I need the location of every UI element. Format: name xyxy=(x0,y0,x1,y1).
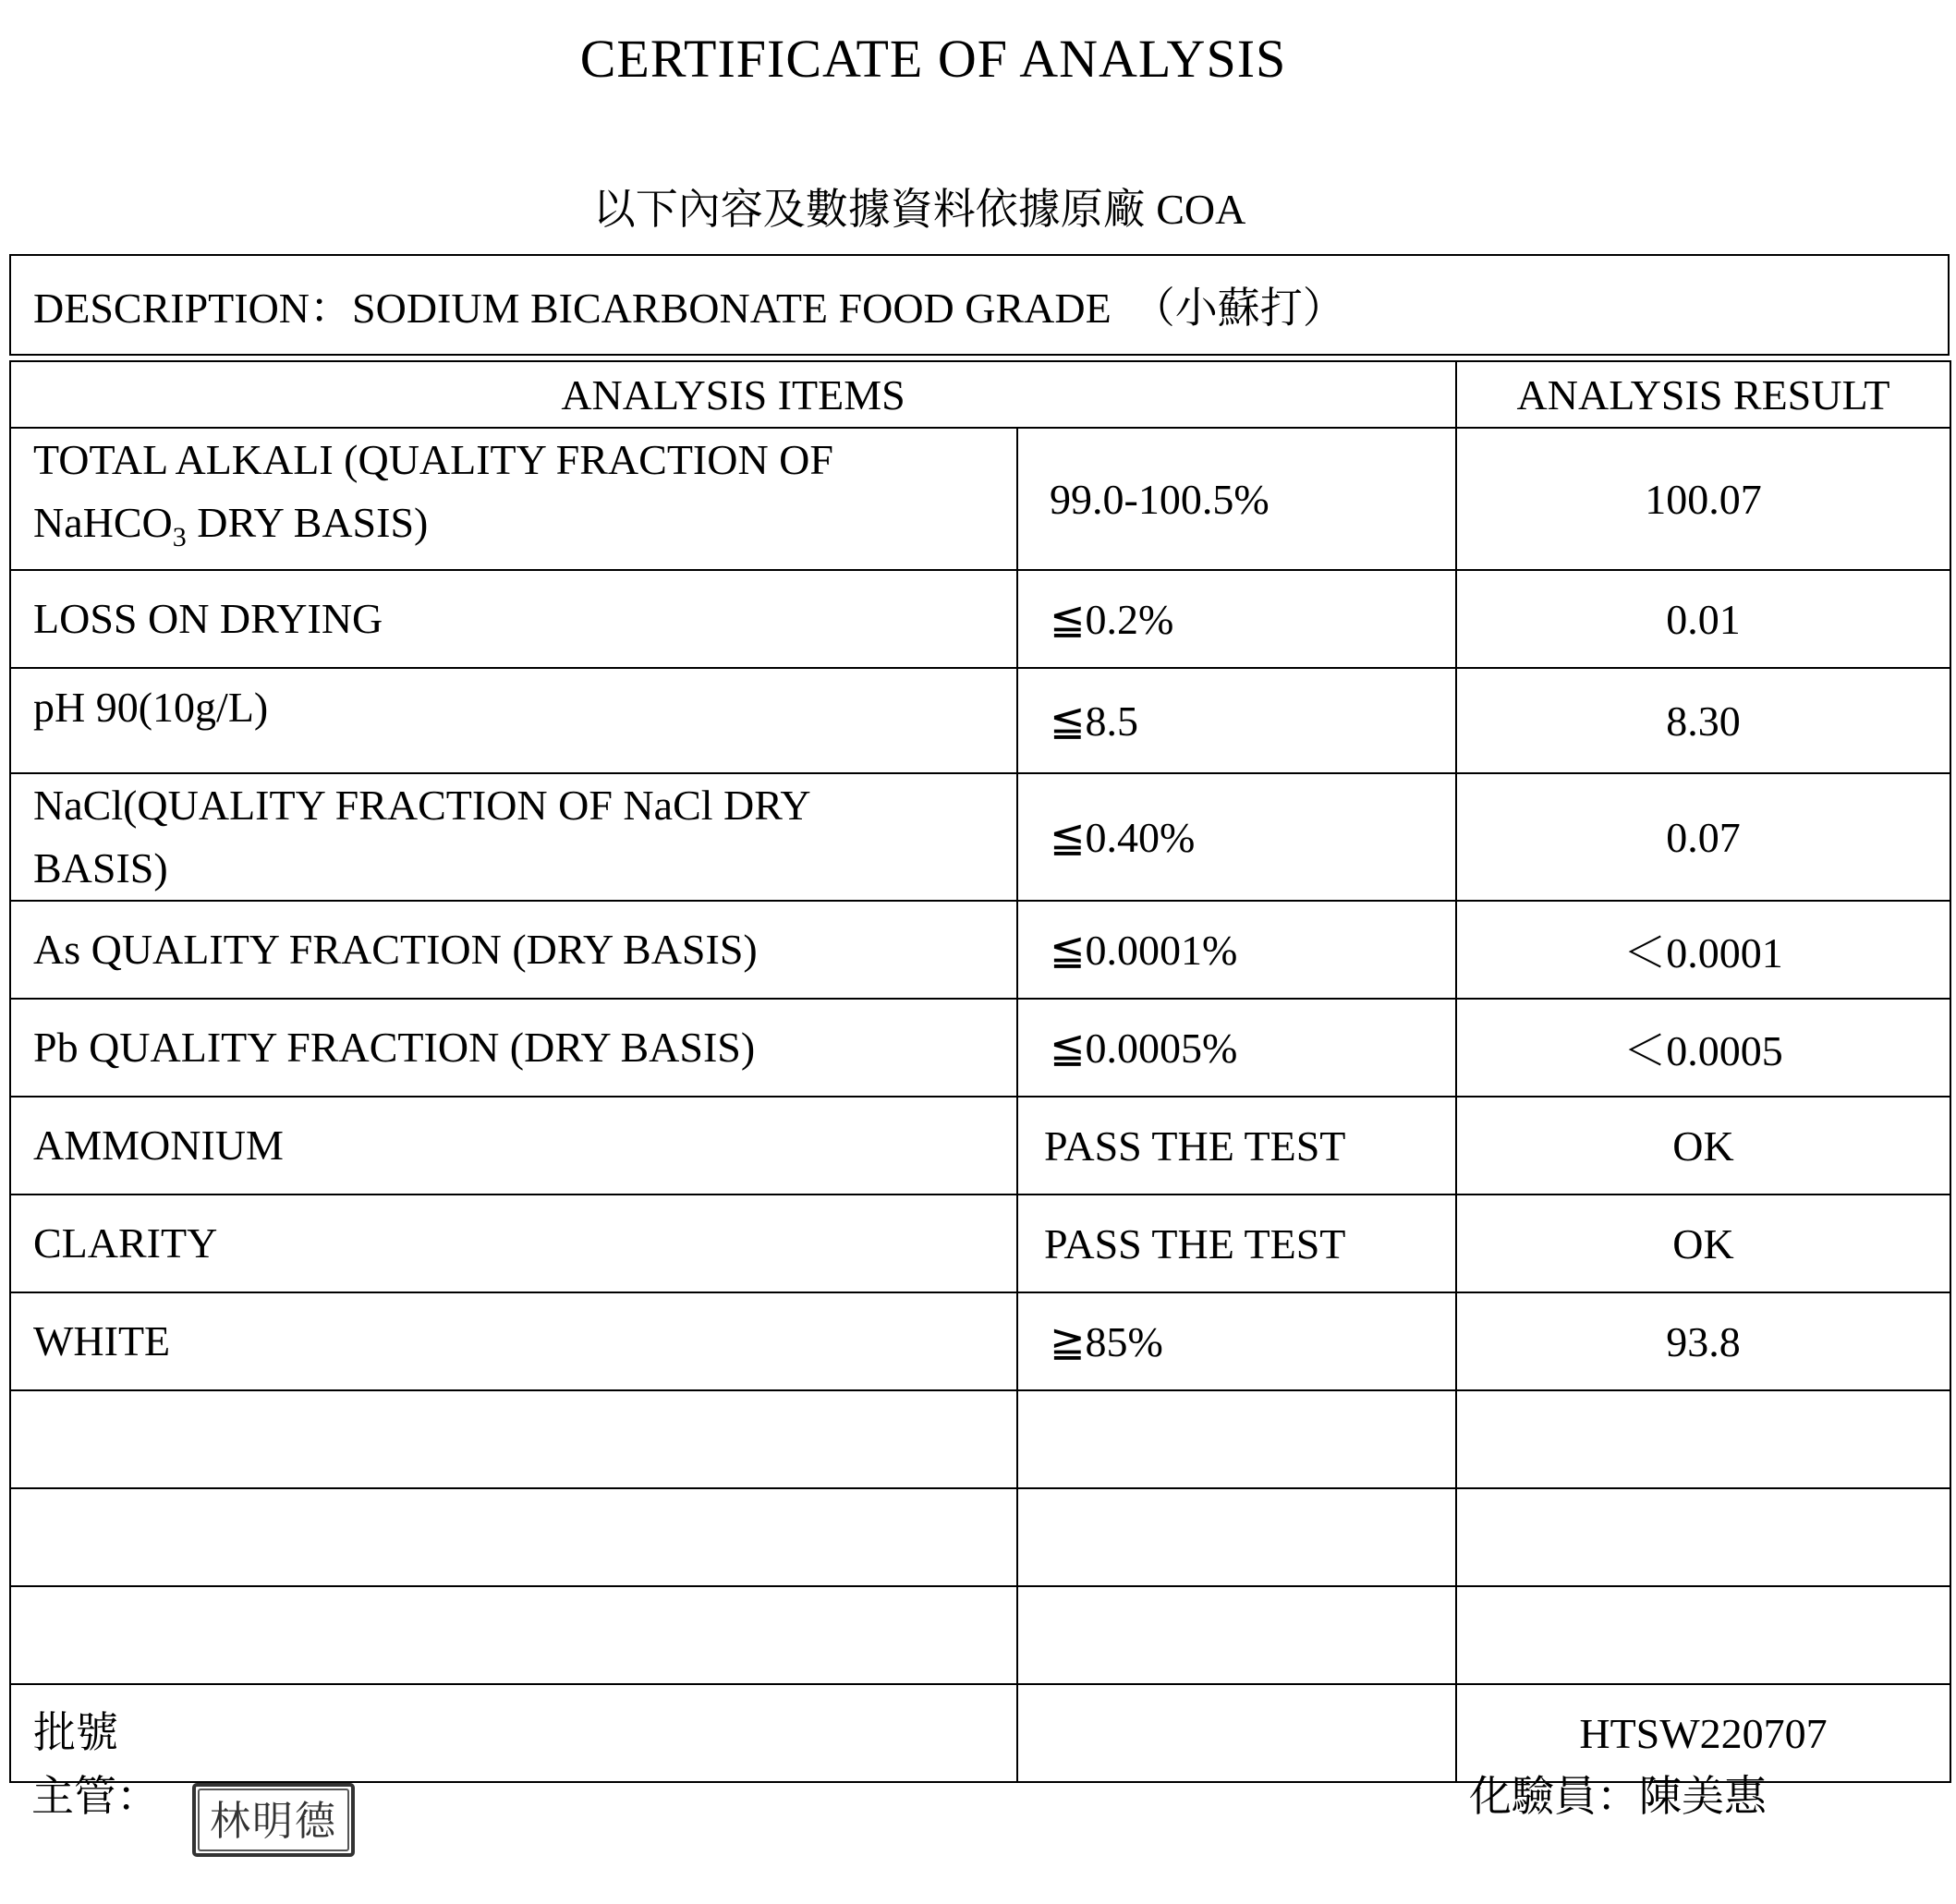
spec-cell: 99.0-100.5% xyxy=(1017,428,1456,570)
item-line: NaHCO xyxy=(33,499,173,546)
result-cell: OK xyxy=(1456,1195,1950,1292)
item-cell xyxy=(10,773,1017,901)
empty-row xyxy=(10,1586,1950,1684)
result-cell: ＜0.0001 xyxy=(1456,901,1950,999)
description-label: DESCRIPTION： xyxy=(33,285,353,332)
empty-cell xyxy=(10,1390,1017,1488)
empty-cell xyxy=(1456,1390,1950,1488)
empty-cell xyxy=(1017,1684,1456,1782)
description-box xyxy=(9,254,1950,356)
spec-cell: ≧85% xyxy=(1017,1292,1456,1390)
supervisor-label: 主管： xyxy=(31,1773,159,1820)
analysis-table xyxy=(9,360,1951,1783)
header-analysis-result: ANALYSIS RESULT xyxy=(1456,361,1950,428)
item-cell xyxy=(10,428,1017,570)
item-line: NaCl(QUALITY FRACTION OF NaCl DRY xyxy=(33,782,811,830)
empty-cell xyxy=(10,1586,1017,1684)
batch-label: 批號 xyxy=(10,1684,1017,1782)
item-cell: As QUALITY FRACTION (DRY BASIS) xyxy=(10,901,1017,999)
spec-cell: ≦0.2% xyxy=(1017,570,1456,668)
inspector-signature: 化驗員：陳美惠 xyxy=(1469,1773,1767,1820)
empty-cell xyxy=(1017,1586,1456,1684)
result-cell: OK xyxy=(1456,1097,1950,1195)
spec-cell: ≦0.40% xyxy=(1017,773,1456,901)
header-analysis-items: ANALYSIS ITEMS xyxy=(10,361,1456,428)
table-row xyxy=(10,668,1950,773)
table-row xyxy=(10,570,1950,668)
item-cell: AMMONIUM xyxy=(10,1097,1017,1195)
table-row xyxy=(10,901,1950,999)
table-row xyxy=(10,773,1950,901)
result-cell: 0.07 xyxy=(1456,773,1950,901)
empty-cell xyxy=(1017,1390,1456,1488)
empty-cell xyxy=(1456,1586,1950,1684)
item-line: TOTAL ALKALI (QUALITY FRACTION OF xyxy=(33,436,833,483)
description-value: SODIUM BICARBONATE FOOD GRADE （小蘇打） xyxy=(352,285,1345,332)
seal-text: 林明德 xyxy=(210,1798,337,1845)
empty-cell xyxy=(1017,1488,1456,1586)
spec-cell: ≦8.5 xyxy=(1017,668,1456,773)
empty-cell xyxy=(1456,1488,1950,1586)
spec-cell: PASS THE TEST xyxy=(1017,1195,1456,1292)
spec-cell: ≦0.0005% xyxy=(1017,999,1456,1097)
document-subtitle: 以下內容及數據資料依據原廠 COA xyxy=(592,186,1246,233)
table-row xyxy=(10,1292,1950,1390)
result-cell: 93.8 xyxy=(1456,1292,1950,1390)
table-header-row xyxy=(10,361,1950,428)
table-row xyxy=(10,1097,1950,1195)
empty-row xyxy=(10,1390,1950,1488)
document-title: CERTIFICATE OF ANALYSIS xyxy=(579,29,1287,89)
item-cell: WHITE xyxy=(10,1292,1017,1390)
table-row xyxy=(10,428,1950,570)
result-cell: ＜0.0005 xyxy=(1456,999,1950,1097)
table-row xyxy=(10,999,1950,1097)
result-cell: 0.01 xyxy=(1456,570,1950,668)
empty-row xyxy=(10,1488,1950,1586)
spec-cell: PASS THE TEST xyxy=(1017,1097,1456,1195)
item-cell: Pb QUALITY FRACTION (DRY BASIS) xyxy=(10,999,1017,1097)
item-cell: CLARITY xyxy=(10,1195,1017,1292)
result-cell: 100.07 xyxy=(1456,428,1950,570)
result-cell: 8.30 xyxy=(1456,668,1950,773)
batch-number: HTSW220707 xyxy=(1456,1684,1950,1782)
empty-cell xyxy=(10,1488,1017,1586)
table-row xyxy=(10,1195,1950,1292)
item-cell: pH 90(10g/L) xyxy=(10,668,1017,773)
spec-cell: ≦0.0001% xyxy=(1017,901,1456,999)
item-cell: LOSS ON DRYING xyxy=(10,570,1017,668)
item-line: DRY BASIS) xyxy=(186,499,429,546)
supervisor-seal-icon xyxy=(190,1779,357,1861)
item-line: BASIS) xyxy=(33,844,168,892)
item-subscript: 3 xyxy=(172,522,187,553)
